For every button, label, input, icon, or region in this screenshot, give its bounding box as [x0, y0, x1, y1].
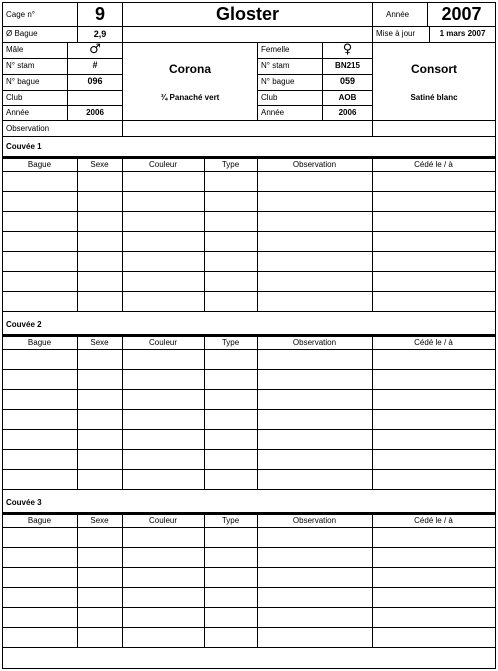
- table-cell[interactable]: [258, 192, 372, 211]
- update-value: 1 mars 2007: [439, 29, 486, 38]
- table-cell[interactable]: [3, 172, 77, 191]
- table-cell[interactable]: [123, 588, 204, 607]
- year-value: 2007: [441, 4, 482, 24]
- male-club-label: Club: [6, 93, 23, 102]
- column-header: Type: [221, 338, 240, 347]
- table-cell[interactable]: [3, 390, 77, 409]
- table-cell[interactable]: [78, 548, 122, 567]
- column-header: Observation: [292, 338, 337, 347]
- table-cell[interactable]: [205, 568, 257, 587]
- table-cell[interactable]: [373, 252, 495, 271]
- table-cell[interactable]: [78, 450, 122, 469]
- table-cell[interactable]: [123, 252, 204, 271]
- column-line: [372, 159, 373, 311]
- column-header: Bague: [27, 160, 52, 169]
- female-club-label: Club: [261, 93, 278, 102]
- table-cell[interactable]: [205, 608, 257, 627]
- table-cell[interactable]: [373, 212, 495, 231]
- table-cell[interactable]: [373, 450, 495, 469]
- table-cell[interactable]: [373, 608, 495, 627]
- column-line: [122, 515, 123, 647]
- hline: [2, 105, 122, 106]
- female-club-value: AOB: [338, 93, 357, 102]
- table-cell[interactable]: [78, 470, 122, 489]
- table-cell[interactable]: [123, 548, 204, 567]
- table-cell[interactable]: [205, 172, 257, 191]
- table-cell[interactable]: [258, 212, 372, 231]
- table-cell[interactable]: [123, 212, 204, 231]
- brood-title: Couvée 2: [6, 320, 42, 329]
- male-stam-value: #: [92, 60, 98, 70]
- table-cell[interactable]: [373, 430, 495, 449]
- table-cell[interactable]: [373, 628, 495, 647]
- table-cell[interactable]: [205, 450, 257, 469]
- table-cell[interactable]: [123, 528, 204, 547]
- column-line: [257, 515, 258, 647]
- table-cell[interactable]: [205, 350, 257, 369]
- table-cell[interactable]: [78, 390, 122, 409]
- cage-label: Cage n°: [6, 10, 35, 19]
- column-line: [204, 515, 205, 647]
- table-cell[interactable]: [258, 608, 372, 627]
- table-cell[interactable]: [78, 212, 122, 231]
- female-stam-label: N° stam: [261, 61, 290, 70]
- table-cell[interactable]: [258, 172, 372, 191]
- male-ring-label: N° bague: [6, 77, 40, 86]
- table-cell[interactable]: [373, 292, 495, 311]
- table-cell[interactable]: [205, 588, 257, 607]
- table-cell[interactable]: [3, 252, 77, 271]
- table-cell[interactable]: [3, 528, 77, 547]
- observation-label: Observation: [6, 124, 50, 133]
- table-cell[interactable]: [205, 232, 257, 251]
- male-year-value: 2006: [86, 108, 104, 117]
- column-line: [77, 337, 78, 489]
- table-cell[interactable]: [78, 350, 122, 369]
- column-header: Cédé le / à: [414, 160, 453, 169]
- vline: [257, 42, 258, 120]
- table-cell[interactable]: [205, 370, 257, 389]
- column-line: [122, 337, 123, 489]
- table-cell[interactable]: [3, 212, 77, 231]
- table-cell[interactable]: [3, 430, 77, 449]
- table-cell[interactable]: [78, 568, 122, 587]
- table-cell[interactable]: [205, 390, 257, 409]
- table-cell[interactable]: [373, 350, 495, 369]
- table-cell[interactable]: [205, 272, 257, 291]
- table-cell[interactable]: [205, 410, 257, 429]
- column-line: [122, 159, 123, 311]
- column-header: Type: [221, 516, 240, 525]
- female-ring-value: 059: [339, 76, 356, 86]
- hline: [257, 74, 372, 75]
- female-year-value: 2006: [338, 108, 357, 117]
- brood-title: Couvée 3: [6, 498, 42, 507]
- column-header: Sexe: [90, 516, 109, 525]
- table-cell[interactable]: [78, 370, 122, 389]
- cage-value: 9: [94, 4, 105, 24]
- table-cell[interactable]: [373, 370, 495, 389]
- table-cell[interactable]: [3, 232, 77, 251]
- table-cell[interactable]: [373, 410, 495, 429]
- table-cell[interactable]: [258, 370, 372, 389]
- table-cell[interactable]: [78, 192, 122, 211]
- year-label: Année: [386, 10, 410, 19]
- column-header: Sexe: [90, 160, 109, 169]
- table-cell[interactable]: [373, 272, 495, 291]
- column-header: Cédé le / à: [414, 516, 453, 525]
- table-cell[interactable]: [123, 292, 204, 311]
- male-year-label: Année: [6, 108, 30, 117]
- table-cell[interactable]: [205, 470, 257, 489]
- table-cell[interactable]: [373, 568, 495, 587]
- brood-title: Couvée 1: [6, 142, 42, 151]
- table-cell[interactable]: [205, 548, 257, 567]
- table-cell[interactable]: [3, 410, 77, 429]
- table-row-line: [2, 311, 496, 312]
- table-cell[interactable]: [373, 232, 495, 251]
- female-year-label: Année: [261, 108, 285, 117]
- table-cell[interactable]: [78, 272, 122, 291]
- table-cell[interactable]: [258, 470, 372, 489]
- table-cell[interactable]: [123, 430, 204, 449]
- table-cell[interactable]: [123, 568, 204, 587]
- table-cell[interactable]: [258, 410, 372, 429]
- table-cell[interactable]: [3, 628, 77, 647]
- table-cell[interactable]: [258, 252, 372, 271]
- table-cell[interactable]: [205, 292, 257, 311]
- table-cell[interactable]: [78, 430, 122, 449]
- hline: [2, 74, 122, 75]
- table-cell[interactable]: [123, 272, 204, 291]
- table-cell[interactable]: [78, 628, 122, 647]
- table-cell[interactable]: [78, 232, 122, 251]
- table-cell[interactable]: [78, 252, 122, 271]
- column-line: [204, 159, 205, 311]
- column-header: Bague: [27, 338, 52, 347]
- female-symbol-icon: ♀: [342, 42, 353, 57]
- table-cell[interactable]: [123, 470, 204, 489]
- table-cell[interactable]: [258, 568, 372, 587]
- female-label: Femelle: [261, 45, 290, 54]
- male-label: Mâle: [6, 45, 24, 54]
- table-cell[interactable]: [3, 350, 77, 369]
- column-line: [257, 159, 258, 311]
- table-cell[interactable]: [205, 528, 257, 547]
- table-cell[interactable]: [373, 588, 495, 607]
- hline: [257, 58, 372, 59]
- female-ring-label: N° bague: [261, 77, 295, 86]
- column-header: Couleur: [148, 338, 177, 347]
- table-cell[interactable]: [258, 548, 372, 567]
- column-header: Observation: [292, 516, 337, 525]
- female-stam-value: BN215: [335, 61, 360, 70]
- table-cell[interactable]: [3, 192, 77, 211]
- outer-border-bottom: [2, 668, 496, 669]
- table-cell[interactable]: [205, 628, 257, 647]
- table-cell[interactable]: [258, 232, 372, 251]
- table-row-line: [2, 647, 496, 648]
- table-row-line: [2, 489, 496, 490]
- column-header: Couleur: [148, 160, 177, 169]
- table-cell[interactable]: [373, 470, 495, 489]
- table-cell[interactable]: [3, 568, 77, 587]
- table-cell[interactable]: [205, 192, 257, 211]
- column-line: [77, 159, 78, 311]
- table-cell[interactable]: [123, 450, 204, 469]
- table-cell[interactable]: [258, 350, 372, 369]
- male-symbol-icon: ♂: [89, 42, 101, 57]
- male-ring-value: 096: [87, 76, 103, 86]
- breed-title: Gloster: [215, 4, 280, 24]
- table-cell[interactable]: [258, 450, 372, 469]
- table-cell[interactable]: [205, 212, 257, 231]
- hline: [2, 58, 122, 59]
- hline: [257, 105, 372, 106]
- table-cell[interactable]: [3, 370, 77, 389]
- column-line: [372, 337, 373, 489]
- table-cell[interactable]: [373, 390, 495, 409]
- table-cell[interactable]: [78, 292, 122, 311]
- male-description: ¾ Panaché vert: [160, 93, 220, 102]
- table-cell[interactable]: [123, 192, 204, 211]
- ring-diameter-value: 2,9: [93, 29, 107, 39]
- hline: [2, 120, 496, 121]
- table-cell[interactable]: [123, 172, 204, 191]
- male-name: Corona: [169, 62, 211, 76]
- column-header: Sexe: [90, 338, 109, 347]
- column-header: Bague: [27, 516, 52, 525]
- female-description: Satiné blanc: [410, 93, 458, 102]
- table-cell[interactable]: [123, 410, 204, 429]
- table-cell[interactable]: [123, 390, 204, 409]
- table-cell[interactable]: [3, 608, 77, 627]
- table-cell[interactable]: [78, 608, 122, 627]
- table-cell[interactable]: [3, 292, 77, 311]
- update-label: Mise à jour: [376, 29, 416, 38]
- table-cell[interactable]: [3, 272, 77, 291]
- table-cell[interactable]: [3, 470, 77, 489]
- ring-diameter-label: Ø Bague: [6, 29, 38, 38]
- table-cell[interactable]: [205, 252, 257, 271]
- column-line: [204, 337, 205, 489]
- table-cell[interactable]: [3, 450, 77, 469]
- table-cell[interactable]: [258, 272, 372, 291]
- column-line: [77, 515, 78, 647]
- column-header: Type: [221, 160, 240, 169]
- table-cell[interactable]: [78, 172, 122, 191]
- male-stam-label: N° stam: [6, 61, 35, 70]
- column-header: Couleur: [148, 516, 177, 525]
- table-cell[interactable]: [78, 588, 122, 607]
- table-cell[interactable]: [258, 430, 372, 449]
- column-line: [372, 515, 373, 647]
- column-header: Cédé le / à: [414, 338, 453, 347]
- table-cell[interactable]: [373, 548, 495, 567]
- table-cell[interactable]: [205, 430, 257, 449]
- hline: [257, 90, 372, 91]
- table-cell[interactable]: [258, 528, 372, 547]
- column-line: [257, 337, 258, 489]
- table-cell[interactable]: [373, 528, 495, 547]
- female-name: Consort: [411, 62, 457, 76]
- table-cell[interactable]: [258, 588, 372, 607]
- table-cell[interactable]: [3, 548, 77, 567]
- table-cell[interactable]: [258, 628, 372, 647]
- table-cell[interactable]: [78, 410, 122, 429]
- table-cell[interactable]: [123, 370, 204, 389]
- table-cell[interactable]: [373, 192, 495, 211]
- table-cell[interactable]: [258, 390, 372, 409]
- hline: [2, 136, 496, 137]
- column-header: Observation: [292, 160, 337, 169]
- table-cell[interactable]: [123, 350, 204, 369]
- table-cell[interactable]: [258, 292, 372, 311]
- table-cell[interactable]: [123, 232, 204, 251]
- table-cell[interactable]: [123, 608, 204, 627]
- table-cell[interactable]: [3, 588, 77, 607]
- table-cell[interactable]: [123, 628, 204, 647]
- table-cell[interactable]: [373, 172, 495, 191]
- hline: [2, 90, 122, 91]
- table-cell[interactable]: [78, 528, 122, 547]
